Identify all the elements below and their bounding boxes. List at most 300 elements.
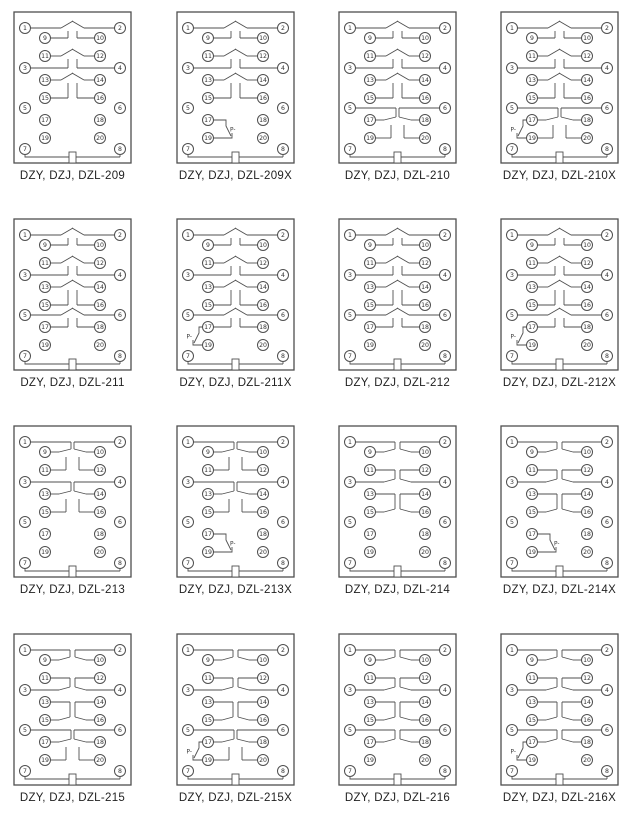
- terminal-5: [20, 103, 31, 114]
- terminal-4: [278, 270, 289, 281]
- terminal-number: 4: [605, 272, 609, 280]
- terminal-6: [602, 725, 613, 736]
- terminal-12: [420, 465, 431, 476]
- contact-changeover: [518, 108, 559, 138]
- terminal-4: [602, 270, 613, 281]
- terminal-number: 5: [23, 312, 27, 320]
- relay-diagram-13: [0, 633, 148, 804]
- diagram-border: [177, 12, 294, 163]
- terminal-2: [440, 230, 451, 241]
- coil-symbol: [188, 356, 283, 370]
- terminal-number: 3: [348, 272, 352, 280]
- terminal-3: [183, 477, 194, 488]
- terminal-number: 11: [366, 260, 374, 268]
- terminal-number: 17: [528, 531, 536, 539]
- contact-normally-closed: [562, 702, 582, 720]
- terminal-15: [365, 715, 376, 726]
- terminal-number: 4: [443, 272, 447, 280]
- contact-normally-open: [51, 280, 74, 305]
- contact-changeover: [31, 442, 72, 470]
- terminal-number: 10: [96, 35, 104, 43]
- terminal-4: [278, 477, 289, 488]
- terminal-2: [440, 437, 451, 448]
- terminal-20: [258, 755, 269, 766]
- contact-normally-open: [31, 228, 74, 245]
- terminal-number: 9: [368, 657, 372, 665]
- relay-diagram-15: [322, 633, 473, 804]
- terminal-9: [527, 447, 538, 458]
- terminal-number: 7: [186, 146, 190, 154]
- terminal-number: 12: [421, 675, 429, 683]
- terminal-number: 12: [583, 53, 591, 61]
- terminal-9: [40, 33, 51, 44]
- terminal-6: [278, 103, 289, 114]
- terminal-10: [582, 33, 593, 44]
- terminal-14: [95, 75, 106, 86]
- diagram-border: [501, 219, 618, 370]
- terminal-number: 16: [96, 509, 104, 517]
- coil-rect: [232, 359, 239, 370]
- terminal-2: [602, 437, 613, 448]
- terminal-number: 20: [421, 757, 429, 765]
- terminal-20: [258, 340, 269, 351]
- terminal-6: [115, 310, 126, 321]
- terminal-16: [258, 93, 269, 104]
- contact-normally-open: [72, 280, 95, 305]
- terminal-12: [582, 465, 593, 476]
- diagram-border: [339, 12, 456, 163]
- terminal-number: 19: [366, 549, 374, 557]
- terminal-number: 2: [605, 25, 609, 33]
- terminal-11: [365, 673, 376, 684]
- terminal-11: [527, 51, 538, 62]
- terminal-4: [115, 477, 126, 488]
- terminal-17: [527, 115, 538, 126]
- terminal-number: 18: [259, 531, 267, 539]
- terminal-19: [203, 133, 214, 144]
- terminal-number: 8: [118, 560, 122, 568]
- contact-normally-open: [397, 73, 420, 98]
- terminal-13: [203, 489, 214, 500]
- terminal-16: [258, 507, 269, 518]
- terminal-11: [203, 673, 214, 684]
- terminal-number: 1: [186, 232, 190, 240]
- terminal-number: 10: [421, 449, 429, 457]
- terminal-5: [345, 310, 356, 321]
- terminal-10: [258, 655, 269, 666]
- contact-normally-open: [559, 49, 602, 68]
- terminal-number: 11: [528, 675, 536, 683]
- terminal-number: 7: [186, 768, 190, 776]
- terminal-3: [507, 685, 518, 696]
- terminal-number: 16: [96, 95, 104, 103]
- terminal-number: 2: [118, 439, 122, 447]
- coil-rect: [232, 566, 239, 577]
- contact-changeover: [194, 442, 235, 470]
- terminal-13: [40, 75, 51, 86]
- terminal-number: 19: [41, 757, 49, 765]
- terminal-number: 15: [41, 717, 49, 725]
- p-minus-label: P-: [554, 541, 560, 548]
- contact-normally-open: [518, 21, 561, 38]
- terminal-19: [527, 133, 538, 144]
- terminal-number: 15: [366, 302, 374, 310]
- terminal-6: [115, 725, 126, 736]
- terminal-number: 7: [23, 146, 27, 154]
- terminal-15: [40, 715, 51, 726]
- terminal-12: [420, 673, 431, 684]
- terminal-16: [420, 507, 431, 518]
- terminal-number: 3: [186, 65, 190, 73]
- terminal-7: [345, 558, 356, 569]
- terminal-number: 14: [421, 77, 429, 85]
- terminal-19: [40, 547, 51, 558]
- diagram-caption: DZY, DZJ, DZL-216: [344, 792, 451, 804]
- terminal-18: [258, 529, 269, 540]
- terminal-number: 2: [281, 647, 285, 655]
- terminal-3: [183, 685, 194, 696]
- terminal-9: [527, 655, 538, 666]
- terminal-15: [527, 300, 538, 311]
- terminal-number: 17: [41, 531, 49, 539]
- terminal-number: 11: [41, 260, 49, 268]
- terminal-1: [20, 437, 31, 448]
- terminal-number: 8: [281, 353, 285, 361]
- terminal-1: [183, 645, 194, 656]
- terminal-number: 1: [348, 647, 352, 655]
- terminal-number: 1: [186, 647, 190, 655]
- terminal-1: [345, 645, 356, 656]
- diagram-border: [339, 219, 456, 370]
- terminal-9: [40, 447, 51, 458]
- terminal-10: [420, 240, 431, 251]
- terminal-9: [40, 655, 51, 666]
- terminal-number: 19: [204, 342, 212, 350]
- terminal-number: 3: [23, 687, 27, 695]
- terminal-number: 15: [366, 717, 374, 725]
- terminal-16: [420, 93, 431, 104]
- terminal-20: [95, 547, 106, 558]
- contact-normally-open: [235, 280, 258, 305]
- contact-normally-open: [559, 21, 602, 38]
- contact-normally-open: [194, 228, 237, 245]
- signal-contact-p: [187, 327, 203, 345]
- contact-normally-open: [559, 280, 582, 305]
- relay-diagram-5: [0, 218, 148, 389]
- terminal-number: 13: [528, 284, 536, 292]
- terminal-7: [345, 766, 356, 777]
- terminal-3: [507, 477, 518, 488]
- terminal-number: 17: [41, 739, 49, 747]
- terminal-3: [20, 270, 31, 281]
- terminal-7: [507, 766, 518, 777]
- coil-rect: [556, 152, 563, 163]
- terminal-7: [183, 766, 194, 777]
- terminal-10: [95, 655, 106, 666]
- terminal-number: 16: [583, 717, 591, 725]
- terminal-11: [365, 465, 376, 476]
- coil-rect: [394, 774, 401, 785]
- p-minus-label: P-: [186, 749, 192, 756]
- terminal-number: 16: [421, 302, 429, 310]
- terminal-number: 10: [259, 449, 267, 457]
- terminal-1: [507, 645, 518, 656]
- contact-normally-open: [72, 256, 115, 275]
- terminal-17: [40, 529, 51, 540]
- coil-symbol: [188, 771, 283, 785]
- terminal-9: [365, 240, 376, 251]
- terminal-13: [527, 75, 538, 86]
- contact-normally-open: [397, 228, 440, 245]
- terminal-number: 19: [366, 342, 374, 350]
- terminal-8: [115, 144, 126, 155]
- contact-normally-open: [235, 256, 278, 275]
- coil-rect: [556, 774, 563, 785]
- terminal-18: [582, 737, 593, 748]
- p-minus-label: P-: [510, 749, 516, 756]
- terminal-number: 17: [41, 324, 49, 332]
- terminal-number: 1: [510, 25, 514, 33]
- terminal-number: 20: [583, 757, 591, 765]
- contact-normally-open: [559, 228, 602, 245]
- terminal-number: 3: [510, 479, 514, 487]
- terminal-number: 19: [204, 135, 212, 143]
- terminal-number: 1: [510, 647, 514, 655]
- terminal-number: 10: [96, 449, 104, 457]
- contact-normally-open: [194, 21, 237, 38]
- coil-rect: [69, 774, 76, 785]
- coil-symbol: [512, 563, 607, 577]
- terminal-number: 10: [259, 242, 267, 250]
- diagram-border: [14, 426, 131, 577]
- terminal-number: 3: [510, 65, 514, 73]
- terminal-number: 5: [348, 105, 352, 113]
- terminal-number: 20: [259, 342, 267, 350]
- terminal-5: [345, 725, 356, 736]
- coil-symbol: [25, 149, 120, 163]
- terminal-number: 14: [421, 699, 429, 707]
- terminal-12: [258, 465, 269, 476]
- terminal-number: 2: [281, 232, 285, 240]
- contact-normally-open: [72, 228, 115, 245]
- terminal-17: [527, 322, 538, 333]
- terminal-number: 17: [366, 324, 374, 332]
- terminal-number: 9: [43, 242, 47, 250]
- terminal-number: 11: [366, 467, 374, 475]
- terminal-number: 3: [510, 272, 514, 280]
- terminal-number: 8: [605, 146, 609, 154]
- terminal-8: [278, 144, 289, 155]
- terminal-5: [345, 103, 356, 114]
- contact-normally-open: [72, 21, 115, 38]
- terminal-number: 8: [281, 560, 285, 568]
- terminal-13: [527, 489, 538, 500]
- contact-normally-open: [51, 73, 74, 98]
- terminal-8: [440, 351, 451, 362]
- terminal-3: [183, 63, 194, 74]
- coil-rect: [394, 566, 401, 577]
- terminal-number: 5: [186, 312, 190, 320]
- terminal-number: 8: [281, 768, 285, 776]
- terminal-number: 9: [368, 242, 372, 250]
- terminal-15: [203, 715, 214, 726]
- relay-diagram-6: [160, 218, 311, 389]
- p-minus-label: P-: [510, 334, 516, 341]
- terminal-4: [115, 685, 126, 696]
- terminal-14: [582, 75, 593, 86]
- terminal-8: [115, 558, 126, 569]
- contact-normally-closed: [51, 702, 71, 720]
- terminal-number: 1: [348, 232, 352, 240]
- terminal-number: 15: [366, 95, 374, 103]
- diagram-border: [177, 219, 294, 370]
- terminal-20: [95, 755, 106, 766]
- contact-normally-open: [559, 256, 602, 275]
- coil-rect: [394, 359, 401, 370]
- terminal-number: 12: [96, 675, 104, 683]
- terminal-number: 11: [204, 467, 212, 475]
- terminal-number: 13: [366, 699, 374, 707]
- terminal-number: 14: [583, 491, 591, 499]
- terminal-number: 7: [510, 768, 514, 776]
- contact-changeover: [237, 730, 278, 760]
- terminal-8: [278, 351, 289, 362]
- relay-diagram-3: [322, 11, 473, 182]
- terminal-2: [115, 645, 126, 656]
- terminal-number: 11: [204, 675, 212, 683]
- terminal-4: [602, 63, 613, 74]
- terminal-number: 20: [96, 135, 104, 143]
- terminal-13: [40, 489, 51, 500]
- terminal-number: 16: [259, 509, 267, 517]
- coil-symbol: [25, 771, 120, 785]
- coil-symbol: [350, 149, 445, 163]
- contact-normally-closed: [376, 494, 396, 512]
- terminal-19: [365, 547, 376, 558]
- terminal-19: [365, 133, 376, 144]
- terminal-2: [278, 23, 289, 34]
- terminal-number: 20: [583, 342, 591, 350]
- contact-normally-open: [235, 308, 278, 327]
- contact-normally-open: [356, 49, 399, 68]
- terminal-number: 16: [96, 717, 104, 725]
- terminal-number: 12: [259, 260, 267, 268]
- terminal-number: 16: [259, 717, 267, 725]
- diagram-border: [501, 426, 618, 577]
- terminal-number: 10: [583, 242, 591, 250]
- terminal-19: [203, 547, 214, 558]
- terminal-2: [602, 230, 613, 241]
- terminal-number: 20: [421, 549, 429, 557]
- contact-normally-open: [356, 256, 399, 275]
- contact-changeover: [399, 108, 440, 138]
- terminal-number: 10: [421, 242, 429, 250]
- coil-symbol: [512, 771, 607, 785]
- terminal-number: 7: [186, 353, 190, 361]
- contact-normally-closed: [562, 494, 582, 512]
- contact-changeover: [74, 442, 115, 470]
- terminal-number: 15: [204, 717, 212, 725]
- terminal-number: 6: [443, 105, 447, 113]
- contact-normally-open: [397, 49, 440, 68]
- terminal-10: [420, 655, 431, 666]
- terminal-1: [183, 437, 194, 448]
- terminal-number: 11: [366, 675, 374, 683]
- terminal-number: 16: [421, 717, 429, 725]
- terminal-15: [527, 715, 538, 726]
- contact-normally-open: [235, 228, 278, 245]
- terminal-7: [20, 766, 31, 777]
- contact-normally-open: [356, 21, 399, 38]
- coil-rect: [232, 774, 239, 785]
- terminal-11: [40, 258, 51, 269]
- terminal-number: 9: [206, 242, 210, 250]
- terminal-number: 20: [583, 135, 591, 143]
- coil-symbol: [512, 356, 607, 370]
- terminal-number: 2: [281, 439, 285, 447]
- terminal-number: 14: [259, 284, 267, 292]
- terminal-number: 13: [204, 284, 212, 292]
- terminal-number: 5: [186, 519, 190, 527]
- terminal-number: 5: [348, 727, 352, 735]
- terminal-11: [527, 673, 538, 684]
- terminal-number: 6: [281, 312, 285, 320]
- terminal-7: [183, 351, 194, 362]
- terminal-number: 14: [583, 699, 591, 707]
- coil-rect: [69, 566, 76, 577]
- terminal-15: [365, 300, 376, 311]
- terminal-9: [365, 33, 376, 44]
- terminal-10: [95, 447, 106, 458]
- terminal-number: 12: [96, 53, 104, 61]
- terminal-number: 11: [528, 260, 536, 268]
- terminal-14: [95, 489, 106, 500]
- terminal-number: 8: [443, 146, 447, 154]
- terminal-16: [258, 715, 269, 726]
- terminal-number: 3: [23, 479, 27, 487]
- terminal-19: [527, 755, 538, 766]
- terminal-number: 7: [510, 560, 514, 568]
- terminal-number: 5: [186, 105, 190, 113]
- contact-normally-closed: [400, 494, 420, 512]
- terminal-14: [258, 75, 269, 86]
- terminal-number: 14: [583, 284, 591, 292]
- terminal-20: [258, 547, 269, 558]
- coil-symbol: [188, 563, 283, 577]
- terminal-number: 10: [583, 449, 591, 457]
- terminal-number: 20: [259, 135, 267, 143]
- terminal-5: [183, 725, 194, 736]
- terminal-number: 4: [118, 687, 122, 695]
- terminal-number: 5: [23, 727, 27, 735]
- terminal-5: [20, 725, 31, 736]
- terminal-19: [203, 340, 214, 351]
- terminal-number: 5: [23, 105, 27, 113]
- terminal-15: [203, 93, 214, 104]
- terminal-number: 10: [583, 35, 591, 43]
- coil-rect: [556, 566, 563, 577]
- terminal-17: [40, 115, 51, 126]
- signal-contact-p: [214, 534, 236, 552]
- contact-normally-open: [356, 308, 399, 327]
- terminal-number: 18: [96, 324, 104, 332]
- terminal-15: [365, 507, 376, 518]
- terminal-number: 15: [41, 302, 49, 310]
- terminal-diagram-svg: [500, 633, 619, 786]
- p-minus-label: P-: [186, 334, 192, 341]
- terminal-7: [20, 558, 31, 569]
- contact-normally-open: [214, 280, 237, 305]
